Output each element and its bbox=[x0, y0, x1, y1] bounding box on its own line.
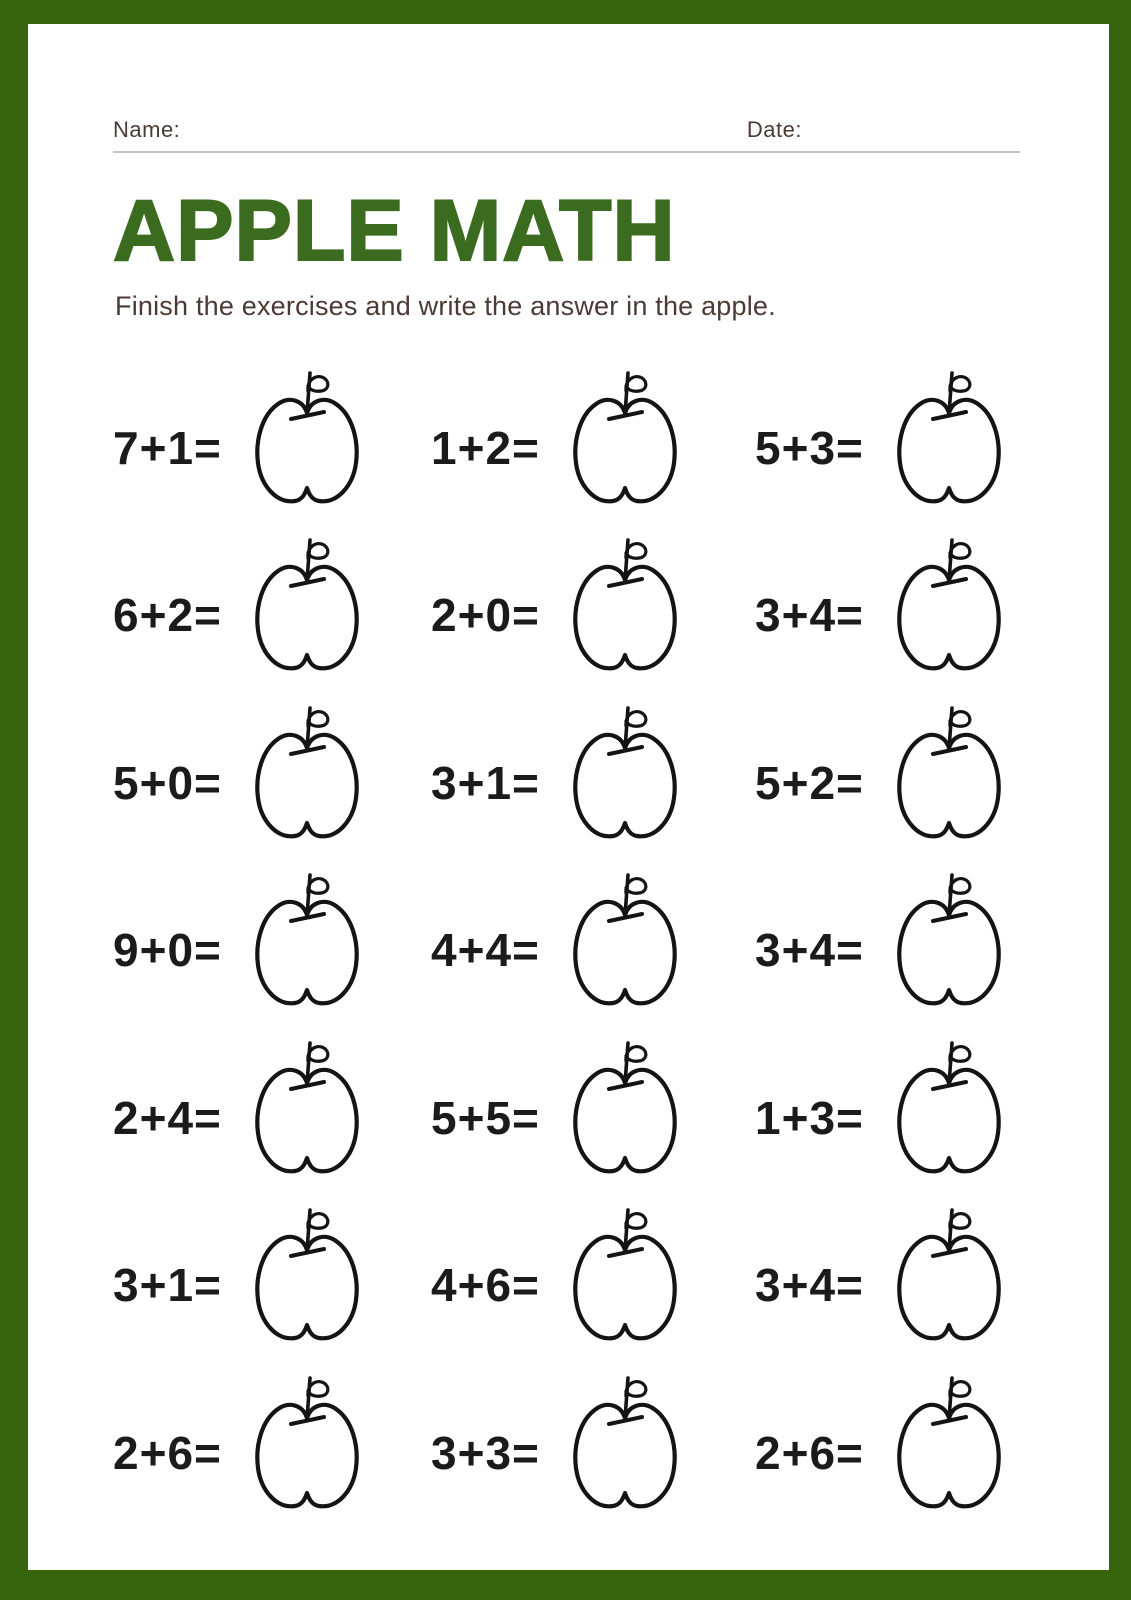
apple-icon bbox=[564, 534, 686, 676]
exercise-item bbox=[755, 1024, 1020, 1192]
exercise-item bbox=[755, 689, 1020, 857]
apple-icon bbox=[888, 702, 1010, 844]
exercise-item bbox=[431, 1024, 755, 1192]
page-subtitle: Finish the exercises and write the answer in the apple. bbox=[115, 291, 776, 321]
exercise-expression: 4+6= bbox=[431, 1259, 540, 1312]
exercise-expression: 3+4= bbox=[755, 924, 864, 977]
worksheet-content bbox=[113, 24, 1020, 1570]
apple-icon bbox=[888, 367, 1010, 509]
apple-icon bbox=[888, 534, 1010, 676]
exercise-expression: 2+6= bbox=[113, 1426, 222, 1479]
apple-icon bbox=[246, 367, 368, 509]
apple-icon bbox=[888, 1204, 1010, 1346]
exercise-expression: 3+1= bbox=[431, 756, 540, 809]
exercise-item bbox=[431, 689, 755, 857]
exercise-expression: 3+3= bbox=[431, 1426, 540, 1479]
exercise-expression: 1+3= bbox=[755, 1091, 864, 1144]
apple-icon bbox=[564, 869, 686, 1011]
exercise-expression: 3+1= bbox=[113, 1259, 222, 1312]
exercise-item bbox=[431, 522, 755, 690]
exercise-item bbox=[113, 1024, 431, 1192]
exercise-expression: 3+4= bbox=[755, 589, 864, 642]
date-label: Date: bbox=[746, 117, 802, 142]
exercise-expression: 7+1= bbox=[113, 421, 222, 474]
exercise-item bbox=[113, 354, 431, 522]
exercise-item bbox=[113, 1359, 431, 1527]
exercise-expression: 1+2= bbox=[431, 421, 540, 474]
apple-icon bbox=[564, 702, 686, 844]
exercise-item bbox=[431, 857, 755, 1025]
exercise-item bbox=[431, 1192, 755, 1360]
exercise-expression: 2+4= bbox=[113, 1091, 222, 1144]
apple-icon bbox=[246, 1372, 368, 1514]
apple-icon bbox=[246, 702, 368, 844]
exercise-item bbox=[431, 354, 755, 522]
exercise-expression: 9+0= bbox=[113, 924, 222, 977]
exercise-expression: 2+6= bbox=[755, 1426, 864, 1479]
header-fields bbox=[113, 117, 1020, 153]
exercise-item bbox=[755, 857, 1020, 1025]
exercise-item bbox=[113, 689, 431, 857]
exercise-item bbox=[755, 1192, 1020, 1360]
apple-icon bbox=[564, 1372, 686, 1514]
exercise-expression: 5+5= bbox=[431, 1091, 540, 1144]
exercise-item bbox=[755, 522, 1020, 690]
apple-icon bbox=[246, 1204, 368, 1346]
exercise-item bbox=[113, 522, 431, 690]
apple-icon bbox=[246, 534, 368, 676]
exercise-expression: 5+0= bbox=[113, 756, 222, 809]
apple-icon bbox=[564, 367, 686, 509]
exercise-expression: 5+3= bbox=[755, 421, 864, 474]
apple-icon bbox=[888, 1372, 1010, 1514]
name-label: Name: bbox=[113, 117, 181, 142]
exercise-item bbox=[755, 1359, 1020, 1527]
exercise-expression: 2+0= bbox=[431, 589, 540, 642]
exercise-expression: 3+4= bbox=[755, 1259, 864, 1312]
apple-icon bbox=[888, 1037, 1010, 1179]
exercise-item bbox=[113, 1192, 431, 1360]
apple-icon bbox=[888, 869, 1010, 1011]
exercise-item bbox=[431, 1359, 755, 1527]
exercise-expression: 4+4= bbox=[431, 924, 540, 977]
page-title: APPLE MATH bbox=[113, 183, 676, 279]
exercise-item bbox=[755, 354, 1020, 522]
exercise-expression: 5+2= bbox=[755, 756, 864, 809]
apple-icon bbox=[246, 869, 368, 1011]
exercise-item bbox=[113, 857, 431, 1025]
apple-icon bbox=[246, 1037, 368, 1179]
apple-icon bbox=[564, 1204, 686, 1346]
exercise-grid bbox=[113, 354, 1020, 1527]
apple-icon bbox=[564, 1037, 686, 1179]
exercise-expression: 6+2= bbox=[113, 589, 222, 642]
